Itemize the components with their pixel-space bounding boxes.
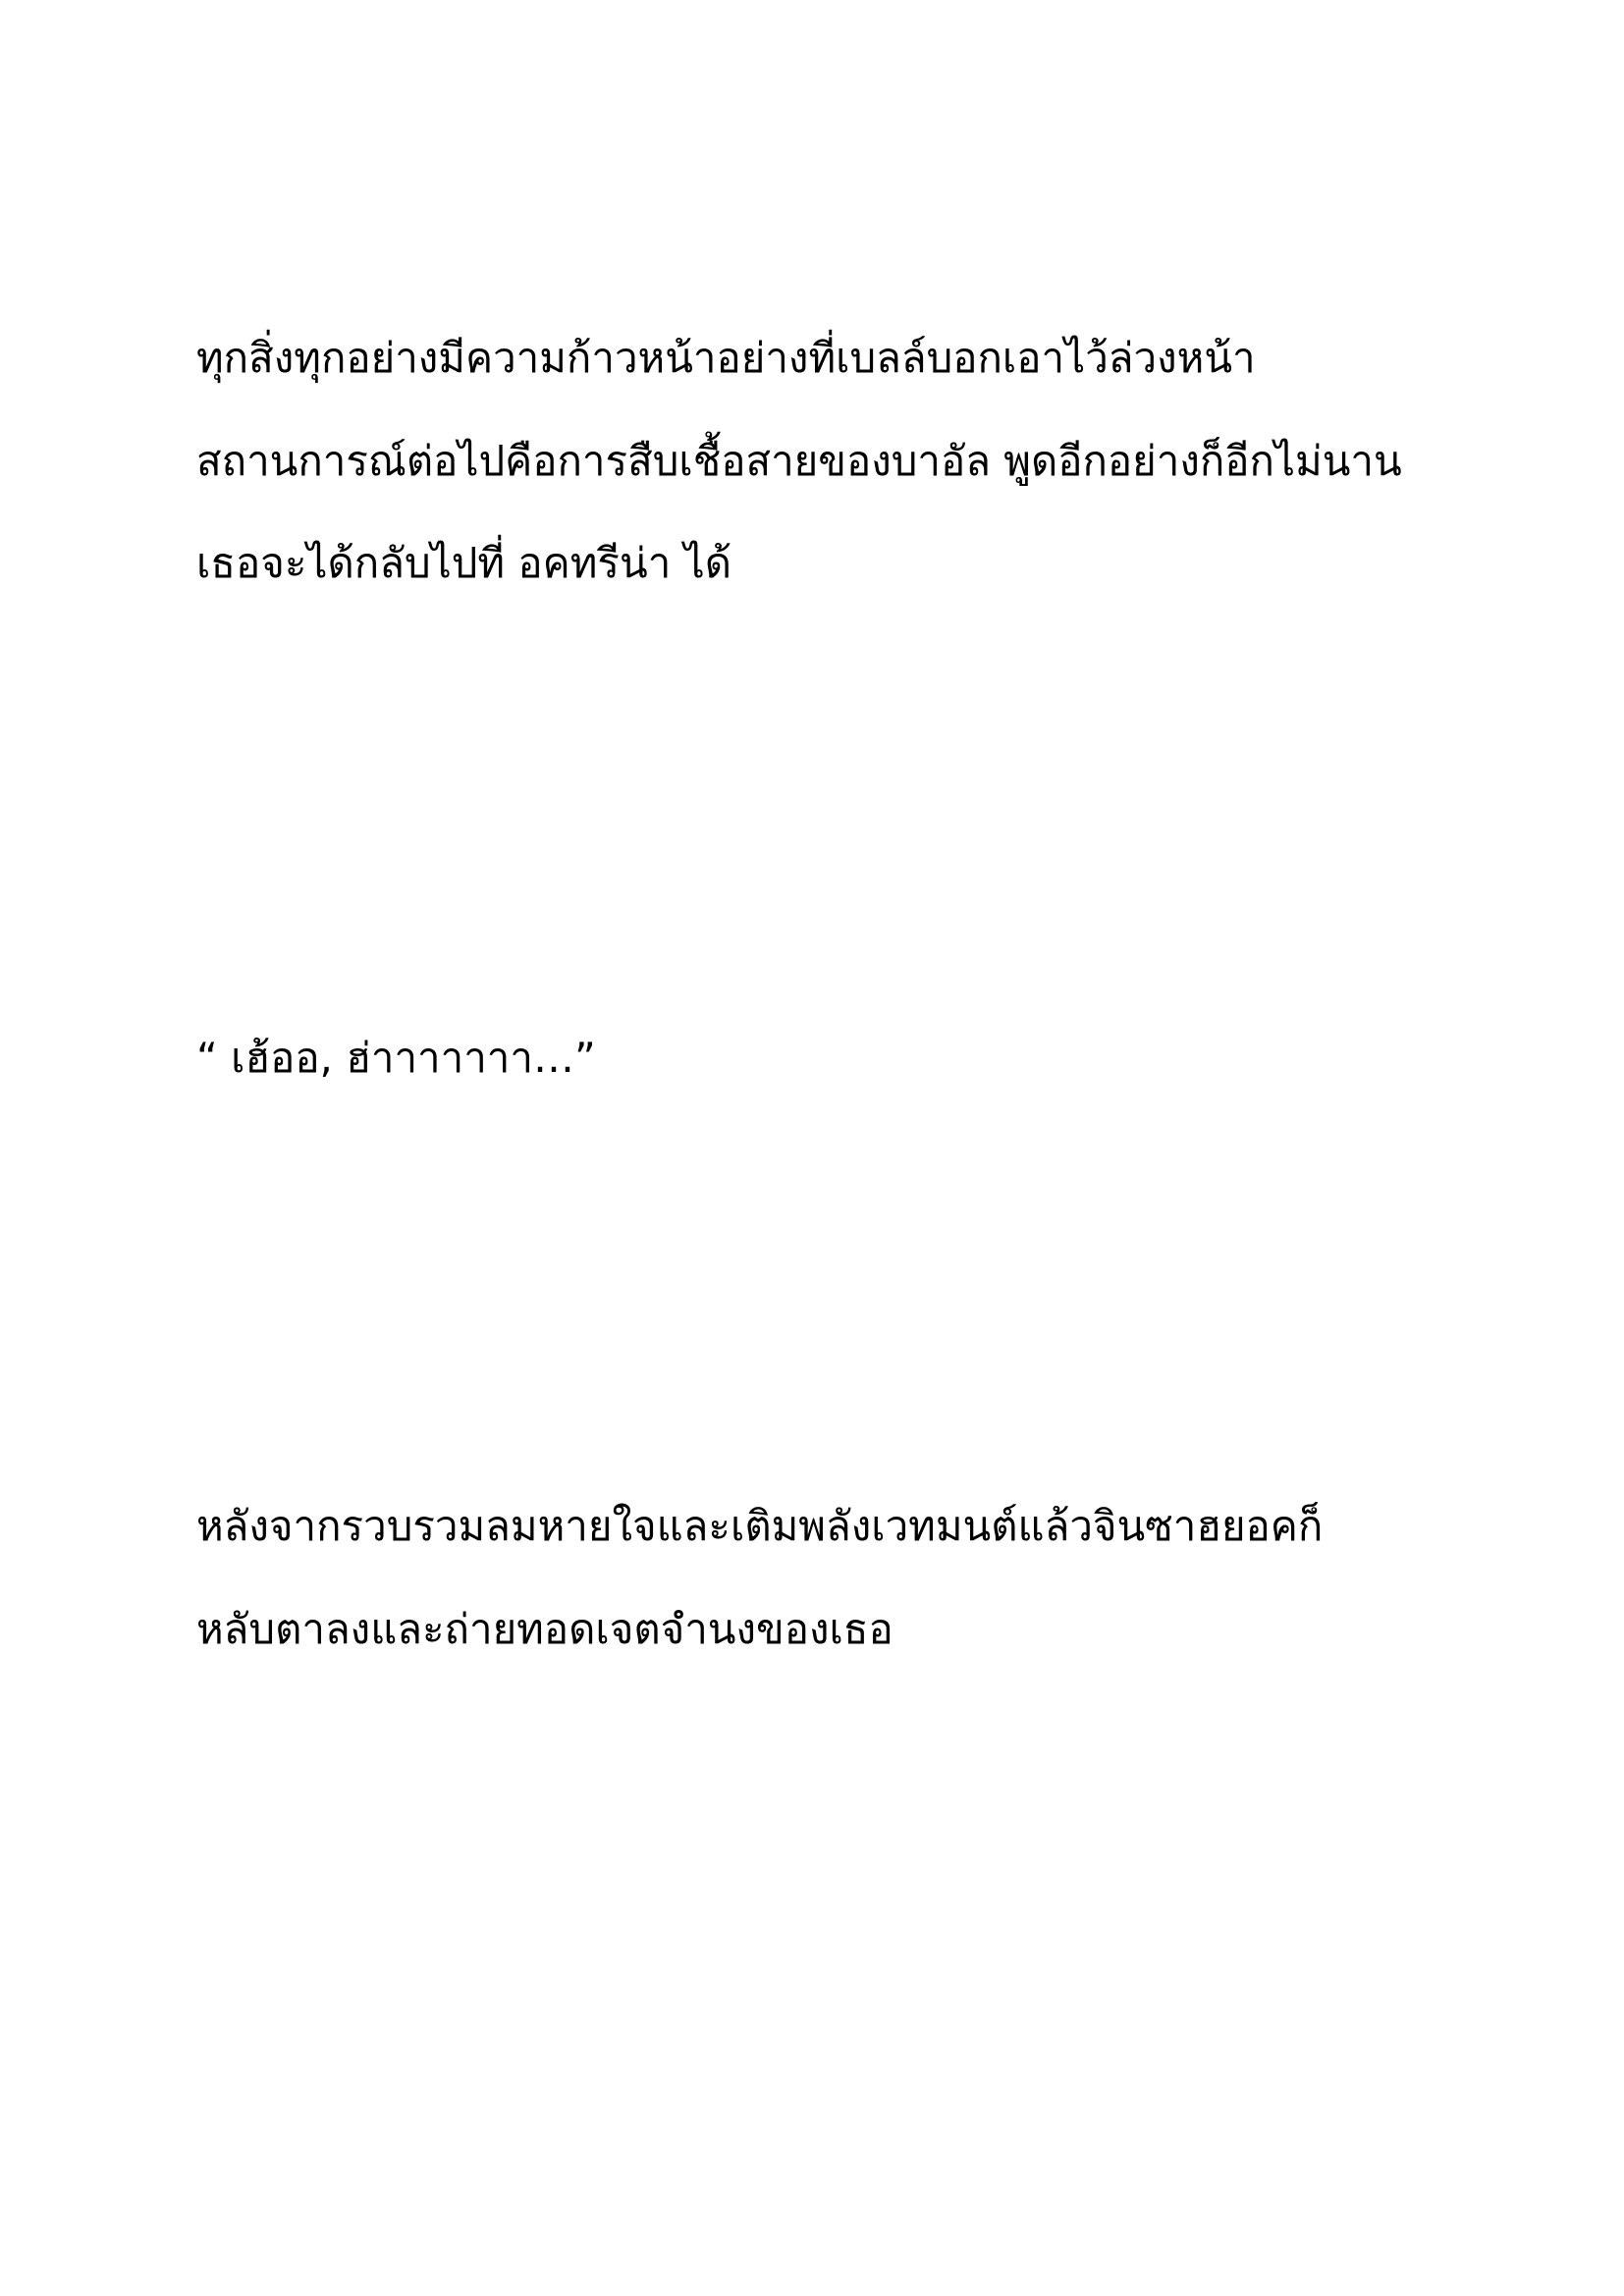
paragraph-3-line-2: หลับตาลงและถ่ายทอดเจตจำนงของเธอ <box>196 1605 893 1653</box>
paragraph-1-line-1: ทุกสิ่งทุกอย่างมีความก้าวหน้าอย่างที่เบลล์บอกเอาไว้ล่วงหน้า <box>196 334 1256 382</box>
dialogue-line: “ เฮ้ออ, ฮ่าาาาาาา…” <box>196 1034 596 1082</box>
paragraph-3-line-1: หลังจากรวบรวมลมหายใจและเติมพลังเวทมนต์แล้วจินซาฮยอคก็ <box>196 1502 1324 1550</box>
paragraph-1-line-3: เธอจะได้กลับไปที่ อคทรีน่า ได้ <box>196 539 732 587</box>
paragraph-1-line-2: สถานการณ์ต่อไปคือการสืบเชื้อสายของบาอัล พูดอีกอย่างก็อีกไม่นาน <box>196 437 1402 485</box>
